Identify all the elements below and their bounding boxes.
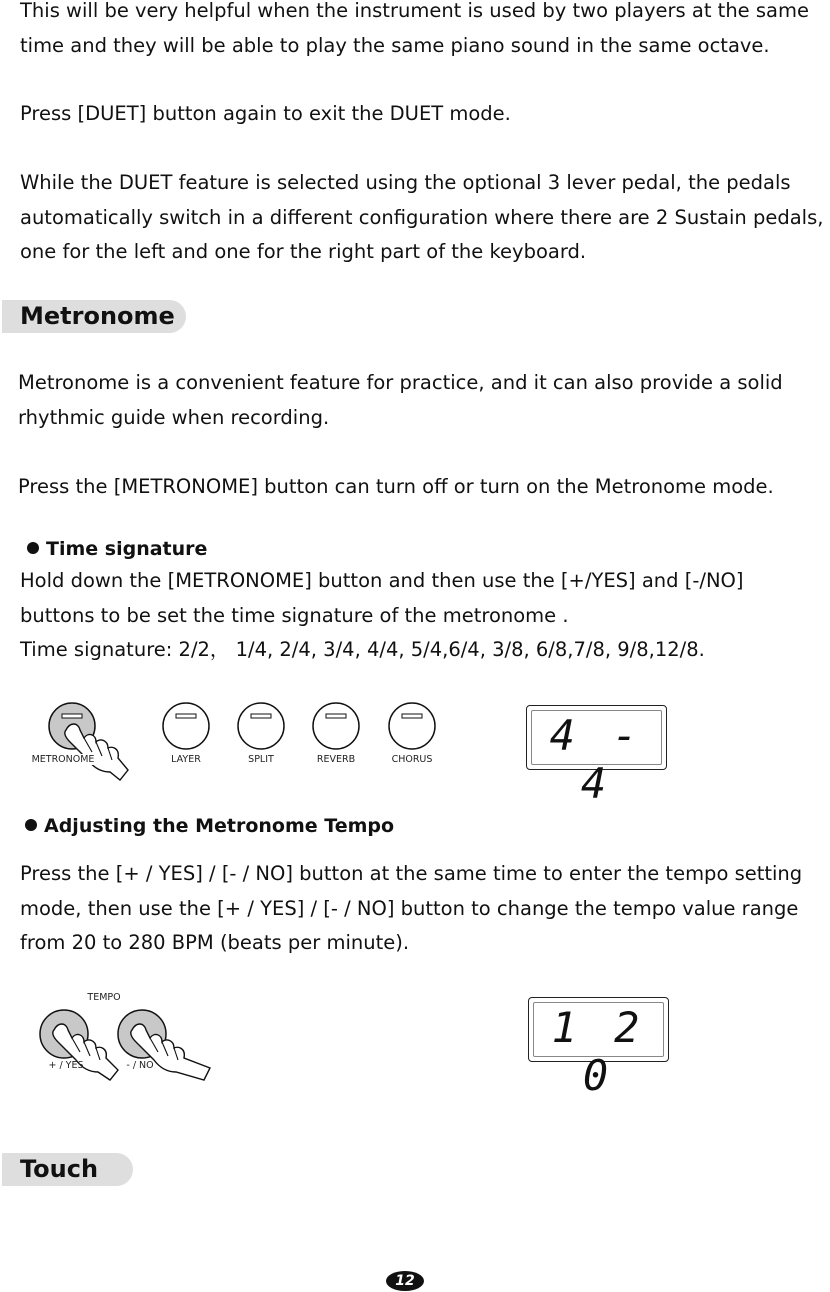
text-line: Press the [METRONOME] button can turn off or turn on the Metronome mode. <box>18 475 774 498</box>
section-heading-metronome: Metronome <box>2 300 186 333</box>
text-line: Time signature: 2/2， 1/4, 2/4, 3/4, 4/4, 5/4,6/4, 3/8, 6/8,7/8, 9/8,12/8. <box>20 638 705 661</box>
subheading-tempo <box>25 814 394 838</box>
text-line: one for the left and one for the right part of the keyboard. <box>20 240 587 263</box>
metronome-button-label: METRONOME <box>31 754 95 765</box>
lcd-readout: 4 - 4 <box>549 711 644 808</box>
reverb-button-icon <box>313 703 359 749</box>
text-line: Hold down the [METRONOME] button and then use the [+/YES] and [-/NO] <box>20 569 744 592</box>
split-button-label: SPLIT <box>248 754 274 765</box>
layer-button-icon <box>163 703 209 749</box>
text-line: rhythmic guide when recording. <box>18 405 330 429</box>
chorus-button-icon <box>389 703 435 749</box>
lcd-display-time-signature <box>526 705 667 808</box>
page-number: 12 <box>386 1271 424 1291</box>
layer-button-label: LAYER <box>171 754 201 765</box>
minus-no-button-label: - / NO <box>126 1060 154 1071</box>
section-heading-touch: Touch <box>2 1153 133 1186</box>
text-line: mode, then use the [+ / YES] / [- / NO] button to change the tempo value range <box>20 896 799 920</box>
pressing-hand-icon <box>65 724 128 780</box>
text-line: While the DUET feature is selected using the optional 3 lever pedal, the pedals <box>20 171 791 194</box>
text-line: time and they will be able to play the same piano sound in the same octave. <box>20 33 770 57</box>
text-line: from 20 to 280 BPM (beats per minute). <box>20 931 410 954</box>
reverb-button-label: REVERB <box>316 754 356 765</box>
plus-yes-button-label: + / YES <box>48 1060 84 1071</box>
text-line: This will be very helpful when the instrument is used by two players at the same <box>20 0 809 22</box>
chorus-button-label: CHORUS <box>391 754 433 765</box>
lcd-readout: 1 2 0 <box>551 1003 646 1100</box>
tempo-paragraph <box>20 857 802 961</box>
text-line: automatically switch in a different configuration where there are 2 Sustain pedals, <box>20 205 824 229</box>
text-line: Press [DUET] button again to exit the DUET mode. <box>20 102 511 125</box>
text-line: buttons to be set the time signature of the metronome . <box>20 603 569 627</box>
split-button-icon <box>238 703 284 749</box>
tempo-group-label: TEMPO <box>87 992 121 1003</box>
subheading-text: Time signature <box>46 538 208 560</box>
lcd-display-tempo <box>528 997 669 1100</box>
text-line: Metronome is a convenient feature for practice, and it can also provide a solid <box>18 371 783 394</box>
text-line: Press the [+ / YES] / [- / NO] button at the same time to enter the tempo setting <box>20 862 803 885</box>
bullet-icon <box>25 819 37 831</box>
subheading-text: Adjusting the Metronome Tempo <box>44 815 395 837</box>
